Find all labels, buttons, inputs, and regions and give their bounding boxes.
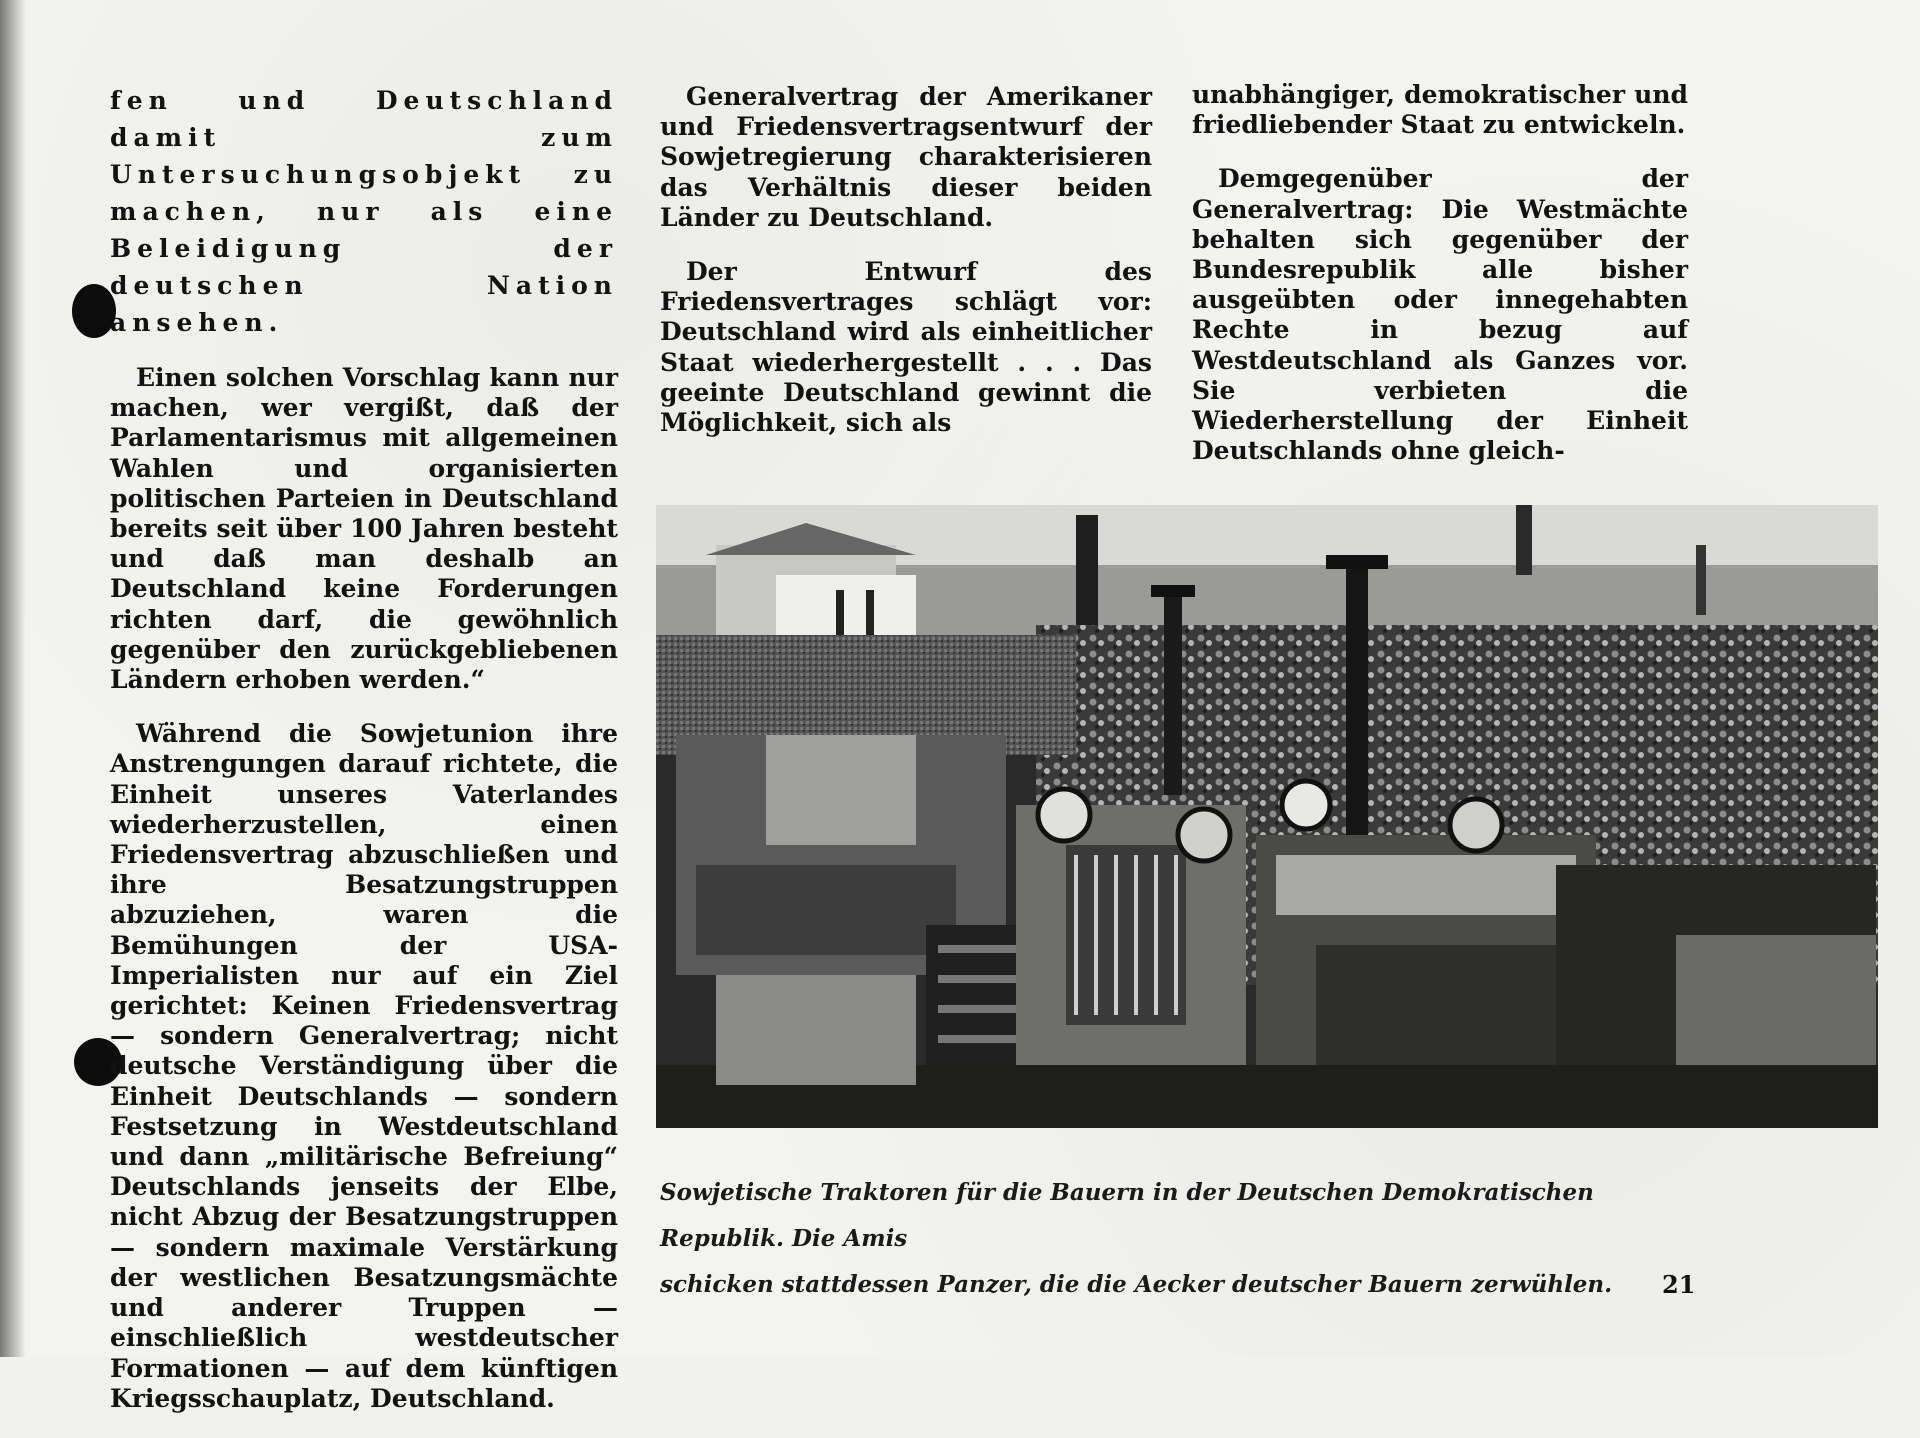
photo-illustration bbox=[656, 505, 1878, 1128]
paragraph: Während die Sowjetunion ihre Anstrengungen darauf richtete, die Einheit unseres Vaterlandes wiederherzustellen, einen Friedensvertrag abzuschließen und ihre Besatzungstruppen abzuziehen, waren die Bemühungen der USA-Imperialisten nur auf ein Ziel gerichtet: Keinen Friedensvertrag — sondern Generalvertrag; nicht deutsche Verständigung über die Einheit Deutschlands — sondern Festsetzung in Westdeutschland und dann „militärische Befreiung“ Deutschlands jenseits der Elbe, nicht Abzug der Besatzungstruppen — sondern maximale Verstärkung der westlichen Besatzungsmächte und anderer Truppen — einschließlich westdeutscher Formationen — auf dem künftigen Kriegsschauplatz, Deutschland. bbox=[110, 719, 618, 1413]
paragraph: Einen solchen Vorschlag kann nur machen, wer vergißt, daß der Parlamentarismus mit allgemeinen Wahlen und organisierten politischen Parteien in Deutschland bereits seit über 100 Jahren besteht und daß man deshalb an Deutschland keine Forderungen richten darf, die gewöhnlich gegenüber den zurückgebliebenen Ländern erhoben werden.“ bbox=[110, 363, 618, 695]
caption-line: Sowjetische Traktoren für die Bauern in der Deutschen Demokratischen Republik. Die Amis bbox=[660, 1179, 1594, 1252]
binding-edge bbox=[0, 0, 26, 1357]
page-number: 21 bbox=[1662, 1270, 1696, 1299]
paragraph: Der Entwurf des Friedensvertrages schlägt vor: Deutschland wird als einheitlicher Staat wiederhergestellt . . . Das geeinte Deutschland gewinnt die Möglichkeit, sich als bbox=[660, 257, 1152, 438]
paragraph: fen und Deutschland damit zum Untersuchungsobjekt zu machen, nur als eine Beleidigung der deutschen Nation ansehen. bbox=[110, 86, 618, 337]
paragraph: Demgegenüber der Generalvertrag: Die Westmächte behalten sich gegenüber der Bundesrepublik alle bisher ausgeübten oder innegehabten Rechte in bezug auf Westdeutschland als Ganzes vor. Sie verbieten die Wiederherstellung der Einheit Deutschlands ohne gleich- bbox=[1192, 164, 1688, 466]
text-column-middle bbox=[660, 82, 1152, 462]
paragraph: unabhängiger, demokratischer und friedliebender Staat zu entwickeln. bbox=[1192, 80, 1688, 140]
text-column-left bbox=[110, 82, 618, 1438]
caption-line: schicken stattdessen Panzer, die die Aecker deutscher Bauern zerwühlen. bbox=[660, 1271, 1613, 1298]
photo-tractors-crowd bbox=[656, 505, 1878, 1128]
photo-caption bbox=[660, 1170, 1700, 1308]
text-column-right bbox=[1192, 80, 1688, 490]
paragraph: Generalvertrag der Amerikaner und Friedensvertragsentwurf der Sowjetregierung charakterisieren das Verhältnis dieser beiden Länder zu Deutschland. bbox=[660, 82, 1152, 232]
